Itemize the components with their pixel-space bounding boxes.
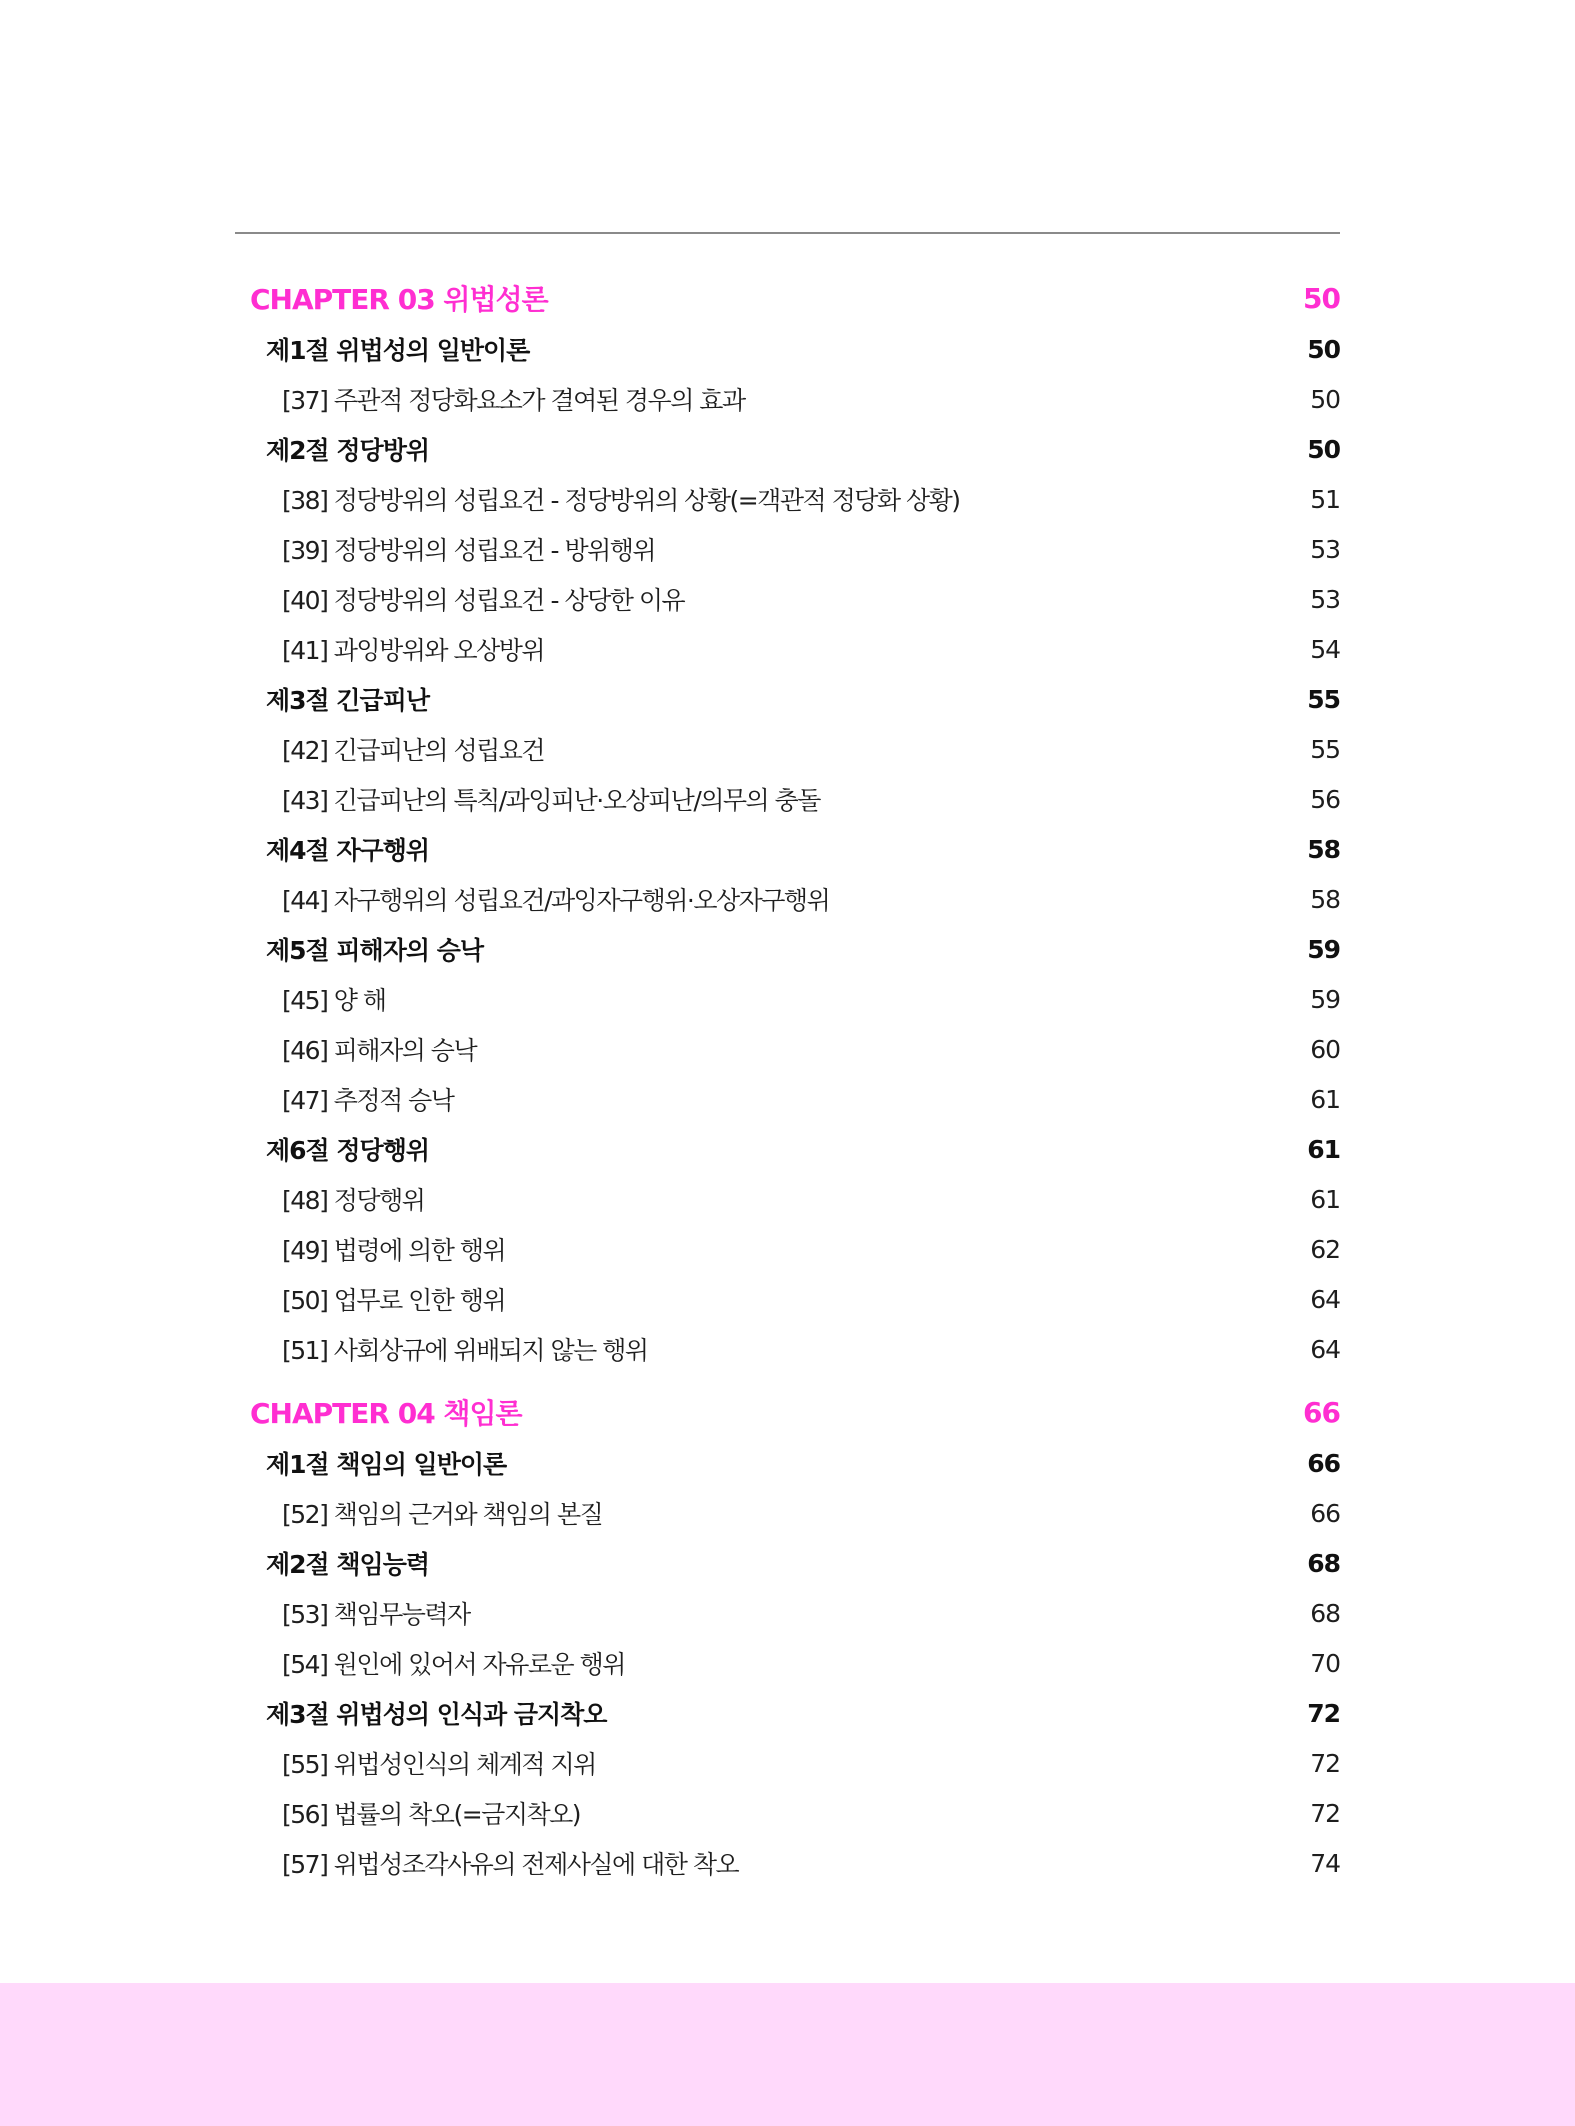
toc-item[interactable]: [250, 374, 1340, 424]
toc-item-label: [45] 양 해: [282, 986, 386, 1015]
toc-item[interactable]: [250, 1838, 1340, 1888]
toc-item-page-number: 62: [1310, 1234, 1340, 1264]
section-heading-page-number: 59: [1307, 934, 1340, 964]
toc-item-page-number: 64: [1310, 1334, 1340, 1364]
section-heading-page-number: 66: [1307, 1448, 1340, 1478]
section-heading[interactable]: [250, 1688, 1340, 1738]
section-heading-page-number: 68: [1307, 1548, 1340, 1578]
section-heading[interactable]: [250, 924, 1340, 974]
section-heading-label: 제3절 위법성의 인식과 금지착오: [266, 1700, 607, 1729]
toc-item-page-number: 56: [1310, 784, 1340, 814]
toc-item[interactable]: [250, 1224, 1340, 1274]
section-heading[interactable]: [250, 1538, 1340, 1588]
section-heading-label: 제1절 위법성의 일반이론: [266, 336, 530, 365]
toc-item[interactable]: [250, 1788, 1340, 1838]
toc-item-label: [37] 주관적 정당화요소가 결여된 경우의 효과: [282, 386, 745, 415]
toc-item-label: [38] 정당방위의 성립요건 - 정당방위의 상황(=객관적 정당화 상황): [282, 486, 960, 515]
toc-item-label: [52] 책임의 근거와 책임의 본질: [282, 1500, 603, 1529]
toc-item-page-number: 74: [1310, 1848, 1340, 1878]
section-heading-label: 제1절 책임의 일반이론: [266, 1450, 507, 1479]
toc-item-page-number: 59: [1310, 984, 1340, 1014]
toc-item-page-number: 51: [1310, 484, 1340, 514]
toc-item-page-number: 70: [1310, 1648, 1340, 1678]
chapter-heading-label: CHAPTER 04 책임론: [250, 1397, 522, 1430]
section-heading-label: 제4절 자구행위: [266, 836, 429, 865]
toc-item-label: [56] 법률의 착오(=금지착오): [282, 1800, 581, 1829]
toc-item-page-number: 61: [1310, 1084, 1340, 1114]
section-heading[interactable]: [250, 424, 1340, 474]
toc-item[interactable]: [250, 1588, 1340, 1638]
toc-item-page-number: 50: [1310, 384, 1340, 414]
toc-item[interactable]: [250, 474, 1340, 524]
chapter-heading-page-number: 66: [1303, 1395, 1340, 1429]
section-heading-page-number: 72: [1307, 1698, 1340, 1728]
toc-item[interactable]: [250, 1074, 1340, 1124]
section-heading-page-number: 50: [1307, 434, 1340, 464]
toc-item-label: [53] 책임무능력자: [282, 1600, 470, 1629]
toc-item-label: [44] 자구행위의 성립요건/과잉자구행위·오상자구행위: [282, 886, 830, 915]
section-heading-page-number: 58: [1307, 834, 1340, 864]
toc-item[interactable]: [250, 1738, 1340, 1788]
toc-item-page-number: 55: [1310, 734, 1340, 764]
toc-item-label: [55] 위법성인식의 체계적 지위: [282, 1750, 596, 1779]
toc-item-label: [43] 긴급피난의 특칙/과잉피난·오상피난/의무의 충돌: [282, 786, 820, 815]
toc-item[interactable]: [250, 1324, 1340, 1374]
toc-item-label: [42] 긴급피난의 성립요건: [282, 736, 545, 765]
toc-item-page-number: 72: [1310, 1748, 1340, 1778]
toc-item-label: [40] 정당방위의 성립요건 - 상당한 이유: [282, 586, 685, 615]
section-heading-label: 제2절 정당방위: [266, 436, 429, 465]
toc-item-page-number: 68: [1310, 1598, 1340, 1628]
chapter-heading-label: CHAPTER 03 위법성론: [250, 283, 548, 316]
section-heading-label: 제5절 피해자의 승낙: [266, 936, 484, 965]
section-heading[interactable]: [250, 324, 1340, 374]
toc-item-label: [57] 위법성조각사유의 전제사실에 대한 착오: [282, 1850, 739, 1879]
section-heading[interactable]: [250, 674, 1340, 724]
top-rule: [235, 232, 1340, 234]
toc-item-label: [48] 정당행위: [282, 1186, 425, 1215]
toc-item-page-number: 72: [1310, 1798, 1340, 1828]
toc-item[interactable]: [250, 874, 1340, 924]
toc-item-label: [51] 사회상규에 위배되지 않는 행위: [282, 1336, 648, 1365]
toc-item[interactable]: [250, 624, 1340, 674]
section-heading[interactable]: [250, 824, 1340, 874]
section-heading-page-number: 50: [1307, 334, 1340, 364]
section-heading-page-number: 55: [1307, 684, 1340, 714]
toc-item[interactable]: [250, 724, 1340, 774]
toc-item-page-number: 66: [1310, 1498, 1340, 1528]
toc-item[interactable]: [250, 574, 1340, 624]
toc-item-page-number: 53: [1310, 534, 1340, 564]
toc-item-page-number: 58: [1310, 884, 1340, 914]
toc-item-label: [50] 업무로 인한 행위: [282, 1286, 506, 1315]
bottom-band: [0, 1983, 1575, 2126]
toc-item[interactable]: [250, 1638, 1340, 1688]
toc-item[interactable]: [250, 1488, 1340, 1538]
toc-item-label: [54] 원인에 있어서 자유로운 행위: [282, 1650, 625, 1679]
chapter-heading-page-number: 50: [1303, 281, 1340, 315]
toc-item[interactable]: [250, 1274, 1340, 1324]
toc-item-page-number: 54: [1310, 634, 1340, 664]
toc-item[interactable]: [250, 1024, 1340, 1074]
chapter-heading[interactable]: [250, 1386, 1340, 1438]
toc-item[interactable]: [250, 1174, 1340, 1224]
section-heading[interactable]: [250, 1438, 1340, 1488]
toc-item-label: [41] 과잉방위와 오상방위: [282, 636, 545, 665]
table-of-contents: [250, 272, 1340, 1888]
section-heading[interactable]: [250, 1124, 1340, 1174]
toc-item-page-number: 61: [1310, 1184, 1340, 1214]
section-heading-page-number: 61: [1307, 1134, 1340, 1164]
section-heading-label: 제2절 책임능력: [266, 1550, 429, 1579]
toc-item-page-number: 64: [1310, 1284, 1340, 1314]
toc-item-label: [47] 추정적 승낙: [282, 1086, 454, 1115]
toc-item[interactable]: [250, 774, 1340, 824]
chapter-heading[interactable]: [250, 272, 1340, 324]
section-heading-label: 제3절 긴급피난: [266, 686, 429, 715]
toc-item-label: [39] 정당방위의 성립요건 - 방위행위: [282, 536, 656, 565]
toc-item-page-number: 60: [1310, 1034, 1340, 1064]
toc-item-label: [49] 법령에 의한 행위: [282, 1236, 506, 1265]
toc-item-label: [46] 피해자의 승낙: [282, 1036, 477, 1065]
section-heading-label: 제6절 정당행위: [266, 1136, 429, 1165]
toc-item-page-number: 53: [1310, 584, 1340, 614]
toc-item[interactable]: [250, 524, 1340, 574]
toc-item[interactable]: [250, 974, 1340, 1024]
